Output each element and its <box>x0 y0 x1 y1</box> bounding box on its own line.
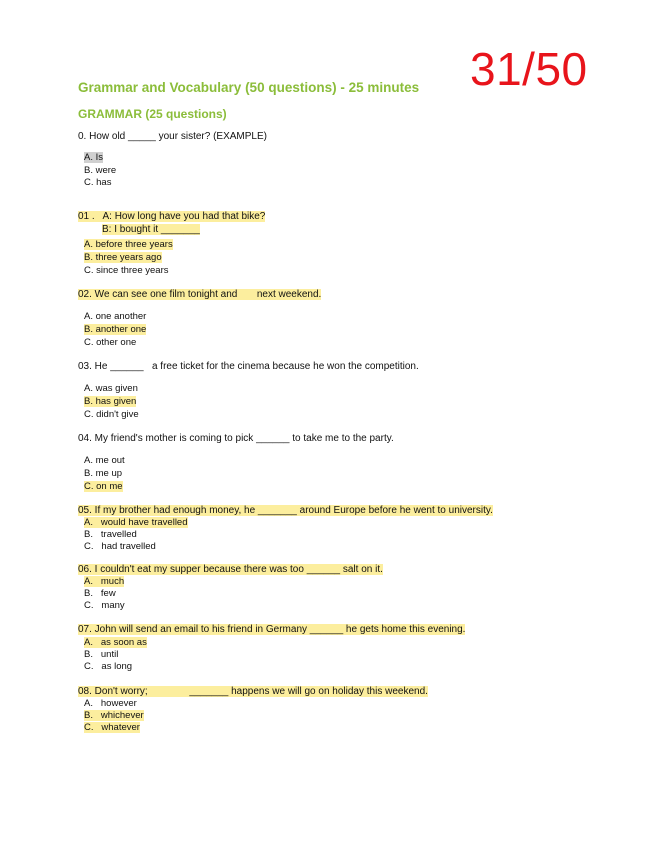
q2-option-c: C. other one <box>84 337 137 348</box>
q8-option-c: C. whatever <box>84 722 140 733</box>
q3-option-a: A. was given <box>84 383 138 394</box>
question-8-end: _______ happens we will go on holiday this weekend. <box>189 686 428 697</box>
q1-option-b: B. three years ago <box>84 252 162 263</box>
q7-option-b: B. until <box>84 649 119 660</box>
q6-option-c: C. many <box>84 600 125 611</box>
q4-option-c: C. on me <box>84 481 123 492</box>
question-6: 06. I couldn't eat my supper because there was too ______ salt on it. <box>78 564 383 575</box>
q8-option-b: B. whichever <box>84 710 144 721</box>
question-3: 03. He ______ a free ticket for the cinema because he won the competition. <box>78 361 419 372</box>
q3-option-c: C. didn't give <box>84 409 139 420</box>
q6-option-b: B. few <box>84 588 116 599</box>
q1-option-c: C. since three years <box>84 265 169 276</box>
q0-option-a: A. Is <box>84 152 104 163</box>
section-title: GRAMMAR (25 questions) <box>78 107 227 121</box>
q0-option-b: B. were <box>84 165 117 176</box>
q1-option-a: A. before three years <box>84 239 173 250</box>
question-1-line2: B: I bought it _______ <box>102 224 200 235</box>
page-title: Grammar and Vocabulary (50 questions) - 25 minutes <box>78 80 420 95</box>
question-5: 05. If my brother had enough money, he _______ around Europe before he went to university. <box>78 505 493 516</box>
q8-option-a: A. however <box>84 698 137 709</box>
question-8: 08. Don't worry; <box>78 686 148 697</box>
q5-option-a: A. would have travelled <box>84 517 188 528</box>
q7-option-a: A. as soon as <box>84 637 147 648</box>
q4-option-a: A. me out <box>84 455 125 466</box>
q4-option-b: B. me up <box>84 468 123 479</box>
score: 31/50 <box>470 43 588 95</box>
question-0: 0. How old _____ your sister? (EXAMPLE) <box>78 131 267 142</box>
q2-option-a: A. one another <box>84 311 147 322</box>
q6-option-a: A. much <box>84 576 125 587</box>
question-7: 07. John will send an email to his friend in Germany ______ he gets home this evening. <box>78 624 466 635</box>
q0-option-c: C. has <box>84 177 112 188</box>
q7-option-c: C. as long <box>84 661 133 672</box>
question-2: 02. We can see one film tonight and <box>78 289 238 300</box>
q2-option-b: B. another one <box>84 324 147 335</box>
question-2-end: next weekend. <box>256 289 322 300</box>
q5-option-b: B. travelled <box>84 529 137 540</box>
question-4: 04. My friend's mother is coming to pick ______ to take me to the party. <box>78 433 394 444</box>
q5-option-c: C. had travelled <box>84 541 156 552</box>
question-1: 01 . A: How long have you had that bike? <box>78 211 266 222</box>
q3-option-b: B. has given <box>84 396 137 407</box>
